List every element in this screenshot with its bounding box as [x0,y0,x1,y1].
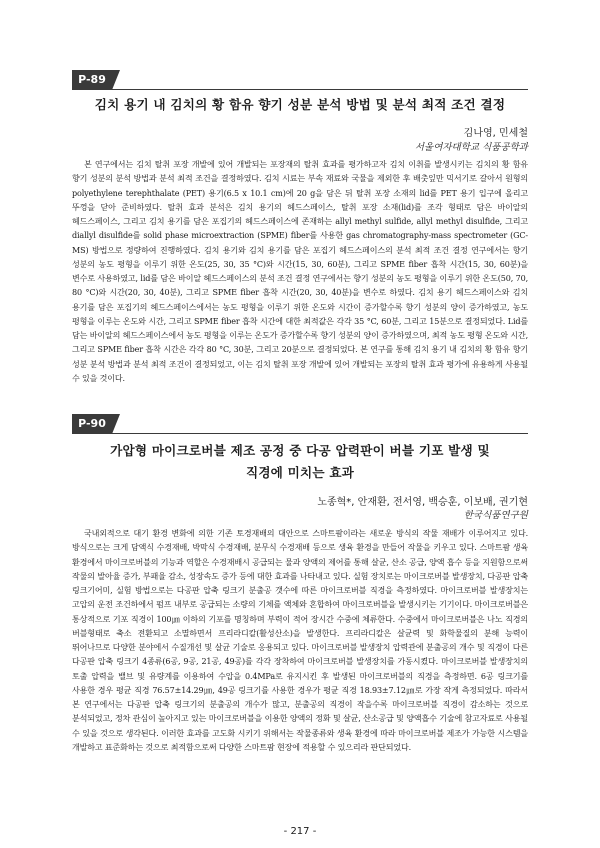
section-tag-tail [112,414,120,434]
section-tag-p90 [72,414,118,434]
section-tag-tail [112,70,120,90]
section-title-line: 가압형 마이크로버블 제조 공정 중 다공 압력판이 버블 기포 발생 및 [110,443,490,458]
authors: 노종혁*, 안재환, 전서영, 백승훈, 이보배, 권기현 [317,497,528,508]
section-title [72,440,528,484]
section-divider [72,433,528,434]
section-title-line: 직경에 미치는 효과 [245,465,355,480]
abstract-text: 국내외적으로 대기 환경 변화에 의한 기존 토경재배의 대안으로 스마트팜이라는 새로운 방식의 작물 재배가 이루어지고 있다. 방식으로는 크게 담액식 수경재배, 박막식 수경재배, 분무식 수경재배 등으로 생육 환경을 만들어 작물을 키우고 있다. 스마트팜 생육 환경에서 마이크로버블의 기능과 역할은 수경재배시 공급되는 물과 양액의 제어를 통해 살균, 산소 공급, 양액 흡수 등을 지원함으로써 작물의 발아율 증가, 부패율 감소, 성장속도 증가 등에 대한 효과를 나타내고 있다. 실험 장치로는 마이크로버블 발생장치, 다공판 압축 링크기어미, 실험 방법으로는 다공판 압축 링크기 분출공 갯수에 따른 마이크로버블 직경을 측정하였다. 마이크로버블 발생장치는 고압의 운전 조건하에서 펌프 내부로 공급되는 소량의 기체를 액체와 혼합하여 마이크로버블을 발생시키는 기기이다. 마이크로버블은 통상적으로 기포 직경이 100㎛ 이하의 기포를 명칭하며 부력이 적어 장시간 수중에 체류한다. 수중에서 마이크로버블은 나노 직경의 버블형태로 축소 전환되고 소멸하면서 프리라디칼(활성산소)을 발생한다. 프리라디칼은 살균력 및 화학물질의 분해 능력이 뛰어나므로 다양한 분야에서 수질개선 및 살균 기술로 응용되고 있다. 마이크로버블 발생장치 압력관에 분출공의 개수 및 직경이 다른 다공판 압축 링크기 4종류(6공, 9공, 21공, 49공)를 각각 장착하여 마이크로버블 발생장치를 가동시켰다. 마이크로버블 발생장치의 토출 압력을 밸브 및 유량계를 이용하여 수압을 0.4MPa로 유지시킨 후 발생된 마이크로버블의 직경을 측정하면. 6공 링크기를 사용한 경우 평균 직경 76.57±14.29㎛, 49공 링크기를 사용한 경우가 평균 직경 18.93±7.12㎛로 가장 작게 측정되었다. 따라서 본 연구에서는 다공판 압축 링크기의 분출공의 개수가 많고, 분출공의 직경이 작을수록 마이크로버블 직경이 감소하는 것으로 분석되었고, 정차 관심이 높아지고 있는 마이크로버블을 이용한 양액의 정화 및 살균, 산소공급 및 양액흡수 기술에 참고자료로 사용될 수 있을 것으로 생각된다. 이러한 효과를 고도화 시키기 위해서는 작물종류와 생육 환경에 따라 마이크로버블 제조가 가능한 시스템을 개발하고 표준화하는 것으로 최적함으로써 다양한 스마트팜 현장에 적용할 수 있으리라 판단되었다. [72,529,528,752]
authors: 김나영, 민세철 [463,128,528,139]
affiliation: 서울여자대학교 식품공학과 [414,142,528,153]
section-title-line: 김치 용기 내 김치의 황 함유 향기 성분 분석 방법 및 분석 최적 조건 결정 [94,97,506,112]
section-tag-label: P-90 [72,414,112,434]
abstract-text: 본 연구에서는 김치 탈취 포장 개발에 있어 개발되는 포장재의 탈취 효과를 평가하고자 김치 이취를 발생시키는 김치의 황 함유 향기 성분의 분석 방법과 분석 최적 조건을 결정하였다. 김치 시료는 부속 재료와 국물을 제외한 후 배춧잎만 믹서기로 갈아서 원형의 polyethylene terephthalate (PET) 용기(6.5 x 10.1 cm)에 20 g을 담은 뒤 탈취 포장 소재의 lid를 PET 용기 입구에 올리고 뚜껑을 닫아 준비하였다. 탈취 효과 분석은 김치 용기의 헤드스페이스, 탈취 포장 소재(lid)를 조각 형태로 담은 바이알의 헤드스페이스, 그리고 김치 용기를 담은 포집기의 헤드스페이스에 존재하는 allyl methyl sulfide, allyl methyl disulfide, 그리고 diallyl disulfide를 solid phase microextraction (SPME) fiber를 사용한 gas chromatography-mass spectrometer (GC-MS) 방법으로 정량하여 진행하였다. 김치 용기와 김치 용기를 담은 포집기 헤드스페이스의 분석 최적 조건 결정 연구에서는 향기 성분의 농도 평형을 이루기 위한 온도(25, 30, 35 °C)와 시간(15, 30, 60분), 그리고 SPME fiber 흡착 시간(15, 30, 60분)을 변수로 사용하였고, lid를 담은 바이알 헤드스페이스의 분석 조건 결정 연구에서는 향기 성분의 농도 평형을 이루기 위한 온도(50, 70, 80 °C)와 시간(20, 30, 40분), 그리고 SPME fiber 흡착 시간(20, 30, 40분)을 변수로 하였다. 김치 용기 헤드스페이스와 김치 용기를 담은 포집기의 헤드스페이스에서는 농도 평형을 이루기 위한 온도와 시간이 증가할수록 향기 성분의 양이 증가하였고, 농도 평형을 이루는 온도와 시간, 그리고 SPME fiber 흡착 시간에 대한 최적값은 각각 35 °C, 60분, 그리고 15분으로 결정되었다. Lid를 담는 바이알의 헤드스페이스에서 농도 평형을 이루는 온도가 증가할수록 향기 성분의 양이 증가하였으며, 최적 농도 평형 온도와 시간, 그리고 SPME fiber 흡착 시간은 각각 80 °C, 30분, 그리고 20분으로 결정되었다. 본 연구를 통해 김치 용기 내 김치의 황 함유 향기 성분 분석 방법과 분석 최적 조건이 결정되었고, 이는 김치 탈취 포장 개발에 있어 개발되는 포장의 탈취 효과 평가에 유용하게 사용될 수 있을 것이다. [72,160,528,383]
section-tag-p89 [72,70,118,90]
page-number: - 217 - [283,826,317,837]
section-divider [72,89,528,90]
section-tag-label: P-89 [72,70,112,90]
affiliation: 한국식품연구원 [463,510,528,521]
section-title [72,94,528,116]
